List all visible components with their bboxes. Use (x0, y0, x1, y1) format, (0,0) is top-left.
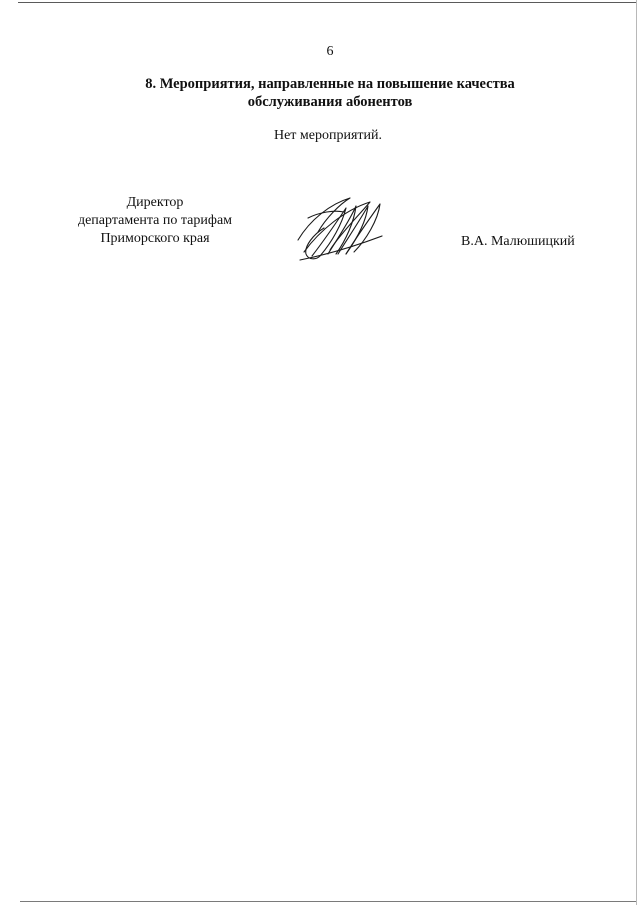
page-number: 6 (326, 44, 334, 59)
signatory-title-line-1: Директор (126, 195, 184, 210)
section-heading (0, 75, 640, 111)
signatory-title-line-2: департамента по тарифам (77, 213, 233, 228)
scan-edge-bottom (20, 901, 636, 902)
scan-edge-top (18, 2, 636, 3)
signatory-title-line-3: Приморского края (100, 231, 210, 246)
no-measures-text: Нет мероприятий. (273, 128, 383, 143)
handwritten-signature-icon (290, 190, 390, 270)
section-heading-line-1: 8. Мероприятия, направленные на повышение качества (145, 76, 515, 92)
signatory-name: В.А. Малюшицкий (461, 234, 575, 249)
section-heading-line-2: обслуживания абонентов (247, 94, 413, 110)
signatory-title (60, 194, 250, 248)
